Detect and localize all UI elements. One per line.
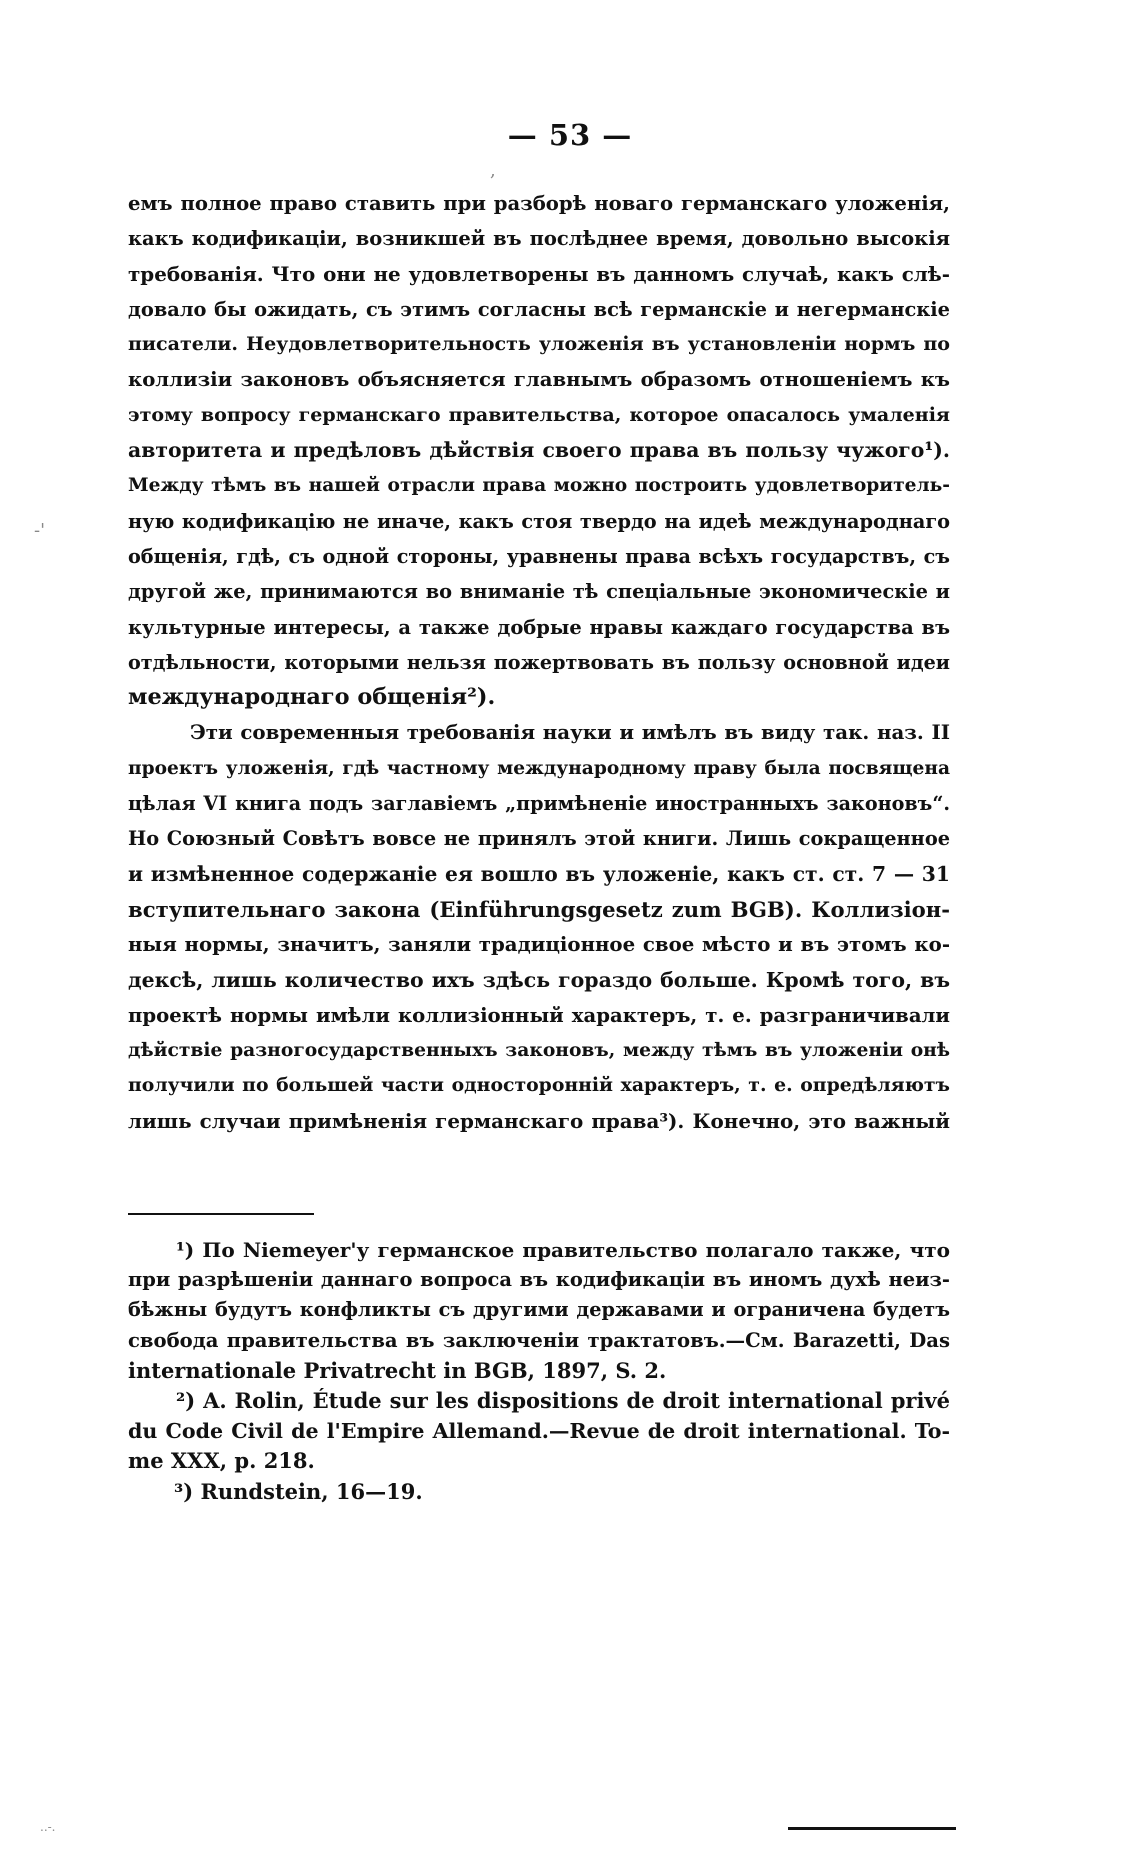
footnote-line: бѣжны будутъ конфликты съ другими державами и ограничена будетъ [128, 1298, 950, 1322]
body-line: какъ кодификаціи, возникшей въ послѣднее время, довольно высокія [128, 227, 950, 251]
body-line: требованія. Что они не удовлетворены въ данномъ случаѣ, какъ слѣ- [128, 261, 950, 286]
body-line: проектъ уложенія, гдѣ частному международному праву была посвящена [128, 757, 950, 779]
footnote-line: ³) Rundstein, 16—19. [174, 1478, 423, 1504]
body-line: цѣлая VI книга подъ заглавіемъ „примѣненіе иностранныхъ законовъ“. [128, 792, 950, 816]
body-line: писатели. Неудовлетворительность уложенія въ установленіи нормъ по [128, 333, 950, 356]
body-line: лишь случаи примѣненія германскаго права³). Конечно, это важный [128, 1108, 950, 1133]
body-line: проектѣ нормы имѣли коллизіонный характеръ, т. е. разграничивали [128, 1003, 950, 1027]
body-text [128, 186, 950, 1139]
page-number: — 53 — [507, 118, 633, 152]
body-line: другой же, принимаются во вниманіе тѣ спеціальные экономическіе и [128, 580, 950, 604]
body-line: дексѣ, лишь количество ихъ здѣсь гораздо больше. Кромѣ того, въ [128, 967, 950, 992]
footnote-line: свобода правительства въ заключеніи трактатовъ.—См. Barazetti, Das [128, 1328, 950, 1352]
body-line: довало бы ожидать, съ этимъ согласны всѣ германскіе и негерманскіе [128, 297, 950, 321]
stray-mark: -' [34, 520, 46, 541]
body-line: ныя нормы, значитъ, заняли традиціонное свое мѣсто и въ этомъ ко- [128, 932, 950, 957]
footnote-line: ¹) По Niemeyer'у германское правительство полагало также, что [176, 1238, 950, 1262]
footnotes [128, 1235, 950, 1507]
body-line: общенія, гдѣ, съ одной стороны, уравнены права всѣхъ государствъ, съ [128, 544, 950, 568]
body-line: Эти современныя требованія науки и имѣлъ въ виду так. наз. II [190, 720, 950, 745]
body-line: Но Союзный Совѣтъ вовсе не принялъ этой книги. Лишь сокращенное [128, 827, 950, 851]
footnote-line: ²) A. Rolin, Étude sur les dispositions de droit international privé [176, 1387, 950, 1413]
stray-mark: ..-. [40, 1820, 56, 1834]
body-line: вступительнаго закона (Einführungsgesetz zum BGB). Коллизіон- [128, 896, 950, 922]
stray-mark: , [490, 160, 496, 181]
body-line: коллизіи законовъ объясняется главнымъ образомъ отношеніемъ къ [128, 368, 950, 392]
body-line: и измѣненное содержаніе ея вошло въ уложеніе, какъ ст. ст. 7 — 31 [128, 861, 950, 886]
body-line: ную кодификацію не иначе, какъ стоя твердо на идеѣ международнаго [128, 509, 950, 533]
body-line: емъ полное право ставить при разборѣ новаго германскаго уложенія, [128, 192, 950, 215]
body-line: этому вопросу германскаго правительства, которое опасалось умаленія [128, 403, 950, 426]
body-line: культурные интересы, а также добрые нравы каждаго государства въ [128, 615, 950, 639]
footnote-divider [128, 1213, 314, 1215]
body-line: авторитета и предѣловъ дѣйствія своего права въ пользу чужого¹). [128, 438, 950, 463]
body-line: получили по большей части односторонній характеръ, т. е. опредѣляютъ [128, 1074, 950, 1097]
footnote-line: при разрѣшеніи даннаго вопроса въ кодификаціи въ иномъ духѣ неиз- [128, 1268, 950, 1292]
body-line: отдѣльности, которыми нельзя пожертвовать въ пользу основной идеи [128, 650, 950, 674]
footnote-line: du Code Civil de l'Empire Allemand.—Revue de droit international. To- [128, 1419, 950, 1444]
footnote-line: internationale Privatrecht in BGB, 1897, S. 2. [128, 1357, 667, 1383]
body-line: Между тѣмъ въ нашей отрасли права можно построить удовлетворитель- [128, 474, 950, 497]
body-line: дѣйствіе разногосударственныхъ законовъ, между тѣмъ въ уложеніи онѣ [128, 1039, 950, 1062]
footnote-line: me XXX, p. 218. [128, 1448, 315, 1474]
body-line: международнаго общенія²). [128, 684, 496, 711]
bottom-divider [788, 1827, 956, 1830]
